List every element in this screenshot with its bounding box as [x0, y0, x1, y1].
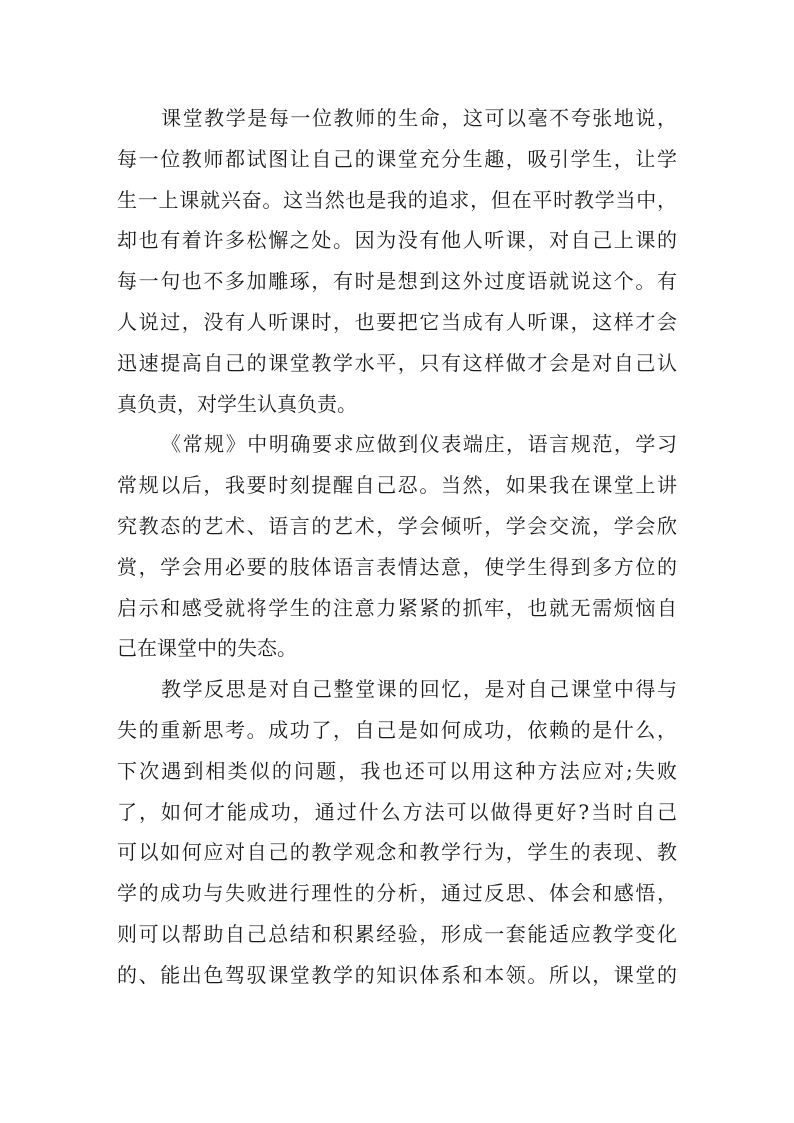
- text-line: 课堂教学是每一位教师的生命，这可以毫不夸张地说，: [161, 106, 677, 130]
- text-line: 生一上课就兴奋。这当然也是我的追求，但在平时教学当中，: [117, 187, 677, 212]
- text-line: 人说过，没有人听课时，也要把它当成有人听课，这样才会: [117, 309, 677, 334]
- text-line: 迅速提高自己的课堂教学水平，只有这样做才会是对自己认: [117, 350, 677, 375]
- text-line: 教学反思是对自己整堂课的回忆，是对自己课堂中得与: [161, 677, 677, 702]
- text-line: 则可以帮助自己总结和积累经验，形成一套能适应教学变化: [117, 921, 677, 946]
- text-line: 启示和感受就将学生的注意力紧紧的抓牢，也就无需烦恼自: [117, 595, 677, 620]
- text-line: 赏，学会用必要的肢体语言表情达意，使学生得到多方位的: [117, 554, 677, 579]
- text-line: 却也有着许多松懈之处。因为没有他人听课，对自己上课的: [117, 228, 677, 253]
- text-line: 可以如何应对自己的教学观念和教学行为，学生的表现、教: [117, 840, 677, 865]
- document-body: [117, 98, 677, 996]
- text-line: 每一位教师都试图让自己的课堂充分生趣，吸引学生，让学: [117, 146, 677, 171]
- paragraph-3: [117, 669, 677, 995]
- text-line: 己在课堂中的失态。: [117, 636, 297, 661]
- paragraph-2: [117, 424, 677, 669]
- text-line: 《常规》中明确要求应做到仪表端庄，语言规范，学习: [161, 432, 677, 457]
- text-line: 了，如何才能成功，通过什么方法可以做得更好?当时自己: [117, 799, 677, 824]
- text-line: 学的成功与失败进行理性的分析，通过反思、体会和感悟，: [117, 881, 677, 906]
- paragraph-1: [117, 98, 677, 424]
- text-line: 常规以后，我要时刻提醒自己忍。当然，如果我在课堂上讲: [117, 473, 677, 498]
- text-line: 每一句也不多加雕琢，有时是想到这外过度语就说这个。有: [117, 269, 677, 294]
- text-line: 的、能出色驾驭课堂教学的知识体系和本领。所以，课堂的: [117, 962, 677, 987]
- text-line: 失的重新思考。成功了，自己是如何成功，依赖的是什么，: [117, 717, 677, 742]
- text-line: 下次遇到相类似的问题，我也还可以用这种方法应对;失败: [117, 758, 677, 783]
- text-line: 真负责，对学生认真负责。: [117, 391, 357, 416]
- text-line: 究教态的艺术、语言的艺术，学会倾听，学会交流，学会欣: [117, 513, 677, 538]
